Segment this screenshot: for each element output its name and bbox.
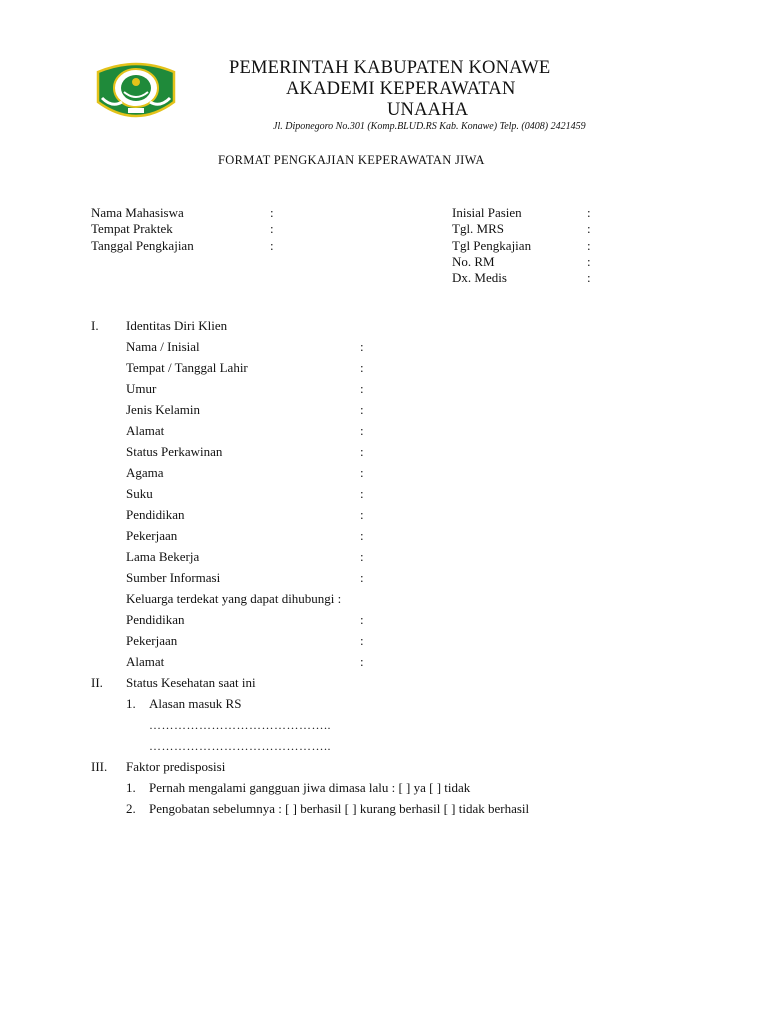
info-right-sep: :: [587, 221, 591, 236]
field-sep: :: [360, 612, 364, 627]
field-label: Nama / Inisial: [126, 339, 200, 354]
field-sep: :: [360, 339, 364, 354]
section-3-item: Pernah mengalami gangguan jiwa dimasa lalu : [ ] ya [ ] tidak: [149, 780, 471, 795]
field-label: Pekerjaan: [126, 528, 178, 543]
info-left-label: Nama Mahasiswa: [91, 205, 184, 220]
info-right-label: Dx. Medis: [452, 270, 507, 285]
header-line-2: AKADEMI KEPERAWATAN: [286, 79, 516, 99]
section-3-number: III.: [91, 759, 108, 774]
header-line-1: PEMERINTAH KABUPATEN KONAWE: [229, 58, 551, 78]
field-sep: :: [360, 507, 364, 522]
info-right-sep: :: [587, 238, 591, 253]
field-label: Sumber Informasi: [126, 570, 221, 585]
field-label: Pendidikan: [126, 612, 185, 627]
field-sep: :: [360, 402, 364, 417]
info-left-label: Tanggal Pengkajian: [91, 238, 194, 253]
field-label: Alamat: [126, 423, 165, 438]
info-left-sep: :: [270, 238, 274, 253]
section-2-item-number: 1.: [126, 696, 136, 711]
field-sep: :: [360, 633, 364, 648]
field-sep: :: [360, 654, 364, 669]
akper-logo: [92, 58, 180, 124]
info-left-sep: :: [270, 221, 274, 236]
section-2-heading: Status Kesehatan saat ini: [126, 675, 256, 690]
info-right-label: No. RM: [452, 254, 495, 269]
section-1-heading: Identitas Diri Klien: [126, 318, 228, 333]
field-label: Jenis Kelamin: [126, 402, 201, 417]
field-sep: :: [360, 570, 364, 585]
field-label: Pendidikan: [126, 507, 185, 522]
field-label: Umur: [126, 381, 157, 396]
document-title: FORMAT PENGKAJIAN KEPERAWATAN JIWA: [218, 153, 485, 167]
field-label: Suku: [126, 486, 153, 501]
info-right-label: Inisial Pasien: [452, 205, 522, 220]
header-line-3: UNAAHA: [387, 100, 469, 120]
field-label: Pekerjaan: [126, 633, 178, 648]
emblem-icon: [92, 58, 180, 124]
section-3-item-number: 2.: [126, 801, 136, 816]
info-right-label: Tgl. MRS: [452, 221, 505, 236]
dotted-fill-line: ……………………………………..: [149, 718, 331, 732]
field-label: Tempat / Tanggal Lahir: [126, 360, 248, 375]
section-2-item: Alasan masuk RS: [149, 696, 242, 711]
field-label: Lama Bekerja: [126, 549, 200, 564]
field-sep: :: [360, 549, 364, 564]
field-sep: :: [360, 486, 364, 501]
field-sep: :: [360, 423, 364, 438]
field-label: Alamat: [126, 654, 165, 669]
field-label: Agama: [126, 465, 164, 480]
info-right-sep: :: [587, 270, 591, 285]
field-label: Status Perkawinan: [126, 444, 223, 459]
field-sep: :: [360, 381, 364, 396]
header-address: Jl. Diponegoro No.301 (Komp.BLUD.RS Kab. Konawe) Telp. (0408) 2421459: [273, 121, 586, 132]
field-sep: :: [360, 360, 364, 375]
field-label: Keluarga terdekat yang dapat dihubungi :: [126, 591, 342, 606]
info-right-label: Tgl Pengkajian: [452, 238, 532, 253]
info-right-sep: :: [587, 254, 591, 269]
info-left-sep: :: [270, 205, 274, 220]
info-left-label: Tempat Praktek: [91, 221, 173, 236]
section-3-item-number: 1.: [126, 780, 136, 795]
dotted-fill-line: ……………………………………..: [149, 739, 331, 753]
section-3-heading: Faktor predisposisi: [126, 759, 226, 774]
section-3-item: Pengobatan sebelumnya : [ ] berhasil [ ] kurang berhasil [ ] tidak berhasil: [149, 801, 530, 816]
field-sep: :: [360, 444, 364, 459]
field-sep: :: [360, 528, 364, 543]
section-1-number: I.: [91, 318, 99, 333]
info-right-sep: :: [587, 205, 591, 220]
field-sep: :: [360, 465, 364, 480]
section-2-number: II.: [91, 675, 103, 690]
